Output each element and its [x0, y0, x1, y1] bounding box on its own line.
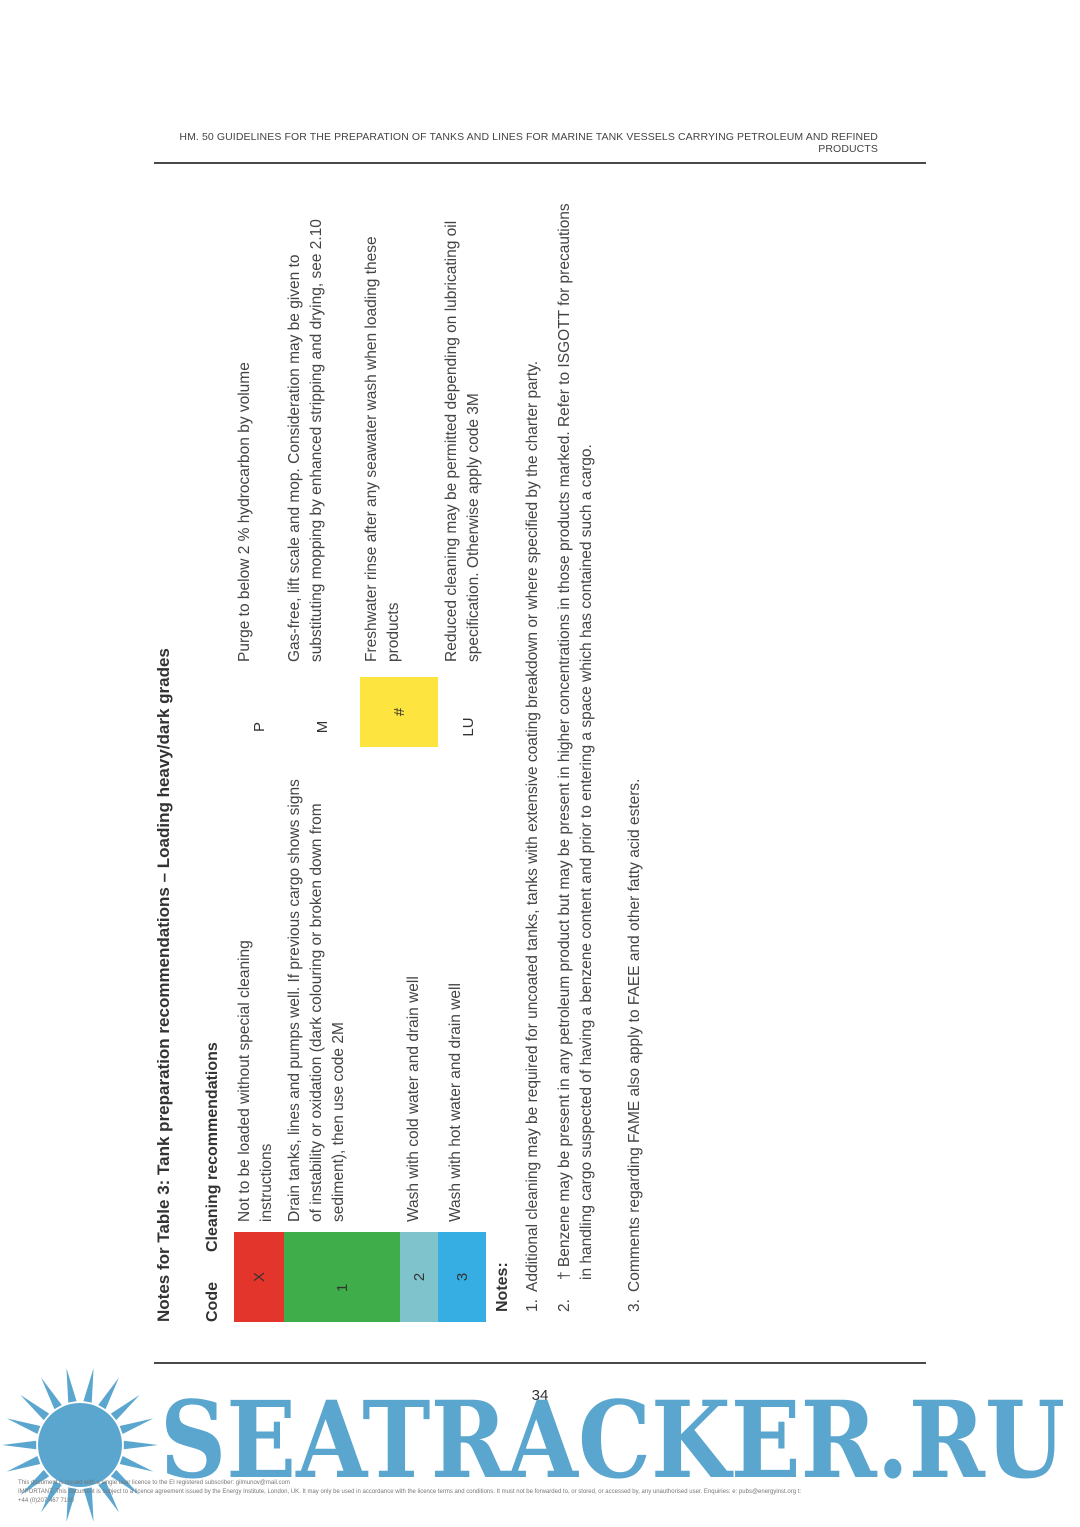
recommend-text-3: Wash with hot water and drain well [447, 983, 464, 1222]
running-header: HM. 50 GUIDELINES FOR THE PREPARATION OF TANKS AND LINES FOR MARINE TANK VESSELS CARRYING PETROLEUM AND REFINED PRODUCTS [179, 131, 878, 155]
recommend-text-x: Not to be loaded without special cleaning instructions [236, 940, 275, 1222]
note-item-3: 3.Comments regarding FAME also apply to FAEE and other fatty acid esters. [626, 778, 643, 1312]
sun-ray [20, 1395, 49, 1420]
code-cell-3: 3 [438, 1232, 486, 1322]
licence-line-2: IMPORTANT: This document is subject to a licence agreement issued by the Energy Institute, London, UK. It may only be used in accordance with the licence terms and conditions. It must not be forwarded to, or stored, or accessed by, any unauthorised user. Enquiries: e: pubs@energyinst.org t: [18, 1489, 802, 1495]
code-cell-x: X [234, 1232, 284, 1322]
sun-ray [66, 1368, 76, 1402]
note-item-1: 1.Additional cleaning may be required for uncoated tanks, tanks with extensive coating breakdown or where specified by the charter party. [524, 360, 541, 1312]
sun-ray [98, 1377, 119, 1409]
code-cell-hash: # [360, 677, 438, 747]
sun-ray [2, 1441, 36, 1449]
note-item-2: 2. † Benzene may be present in any petroleum product but may be present in higher concentrations in those products marked. Refer to ISGOTT for precautions in handling cargo suspected of having a benzene content and prior to entering a space which has contained such a cargo. [556, 203, 595, 1312]
sun-ray [120, 1418, 154, 1434]
code-header: Code [204, 1282, 221, 1322]
licence-line-1: This document is issued with a single user licence to the EI registered subscriber: gilmunov@mail.com [18, 1480, 290, 1486]
section-title: Notes for Table 3: Tank preparation recommendations – Loading heavy/dark grades [154, 648, 173, 1322]
recommend-text-m: Gas-free, lift scale and mop. Consideration may be given to substituting mopping by enhanced stripping and drying, see 2.10 [286, 219, 325, 662]
recommend-text-2: Wash with cold water and drain well [405, 976, 422, 1222]
code-cell-m: M [313, 720, 331, 734]
notes-title: Notes: [494, 1262, 511, 1312]
recommend-header: Cleaning recommendations [204, 1042, 221, 1252]
code-cell-p: P [250, 722, 268, 733]
sun-ray [124, 1441, 158, 1449]
sun-ray [83, 1368, 93, 1402]
watermark-text: SEATRACKER.RU [160, 1377, 1065, 1502]
code-cell-1: 1 [284, 1232, 400, 1322]
licence-line-3: +44 (0)207 467 7100 [18, 1498, 74, 1504]
code-cell-lu: LU [459, 717, 477, 737]
page-number: 34 [531, 1387, 549, 1404]
recommend-text-1: Drain tanks, lines and pumps well. If previous cargo shows signs of instability or oxidation (dark colouring or broken down from sediment), then use code 2M [286, 779, 347, 1222]
recommend-text-lu: Reduced cleaning may be permitted depending on lubricating oil specification. Otherwise apply code 3M [443, 220, 482, 662]
bottom-rule [154, 1362, 926, 1364]
recommend-text-hash: Freshwater rinse after any seawater wash when loading these products [363, 236, 402, 662]
watermark [0, 1365, 1080, 1527]
code-cell-2: 2 [400, 1232, 438, 1322]
sun-ray [41, 1377, 62, 1409]
rotated-content [154, 182, 929, 1322]
sun-ray [111, 1395, 140, 1420]
recommend-text-p: Purge to below 2 % hydrocarbon by volume [236, 362, 253, 662]
top-rule [154, 162, 926, 164]
sun-ray [120, 1456, 154, 1472]
sun-ray [7, 1418, 41, 1434]
sun-ray [7, 1456, 41, 1472]
